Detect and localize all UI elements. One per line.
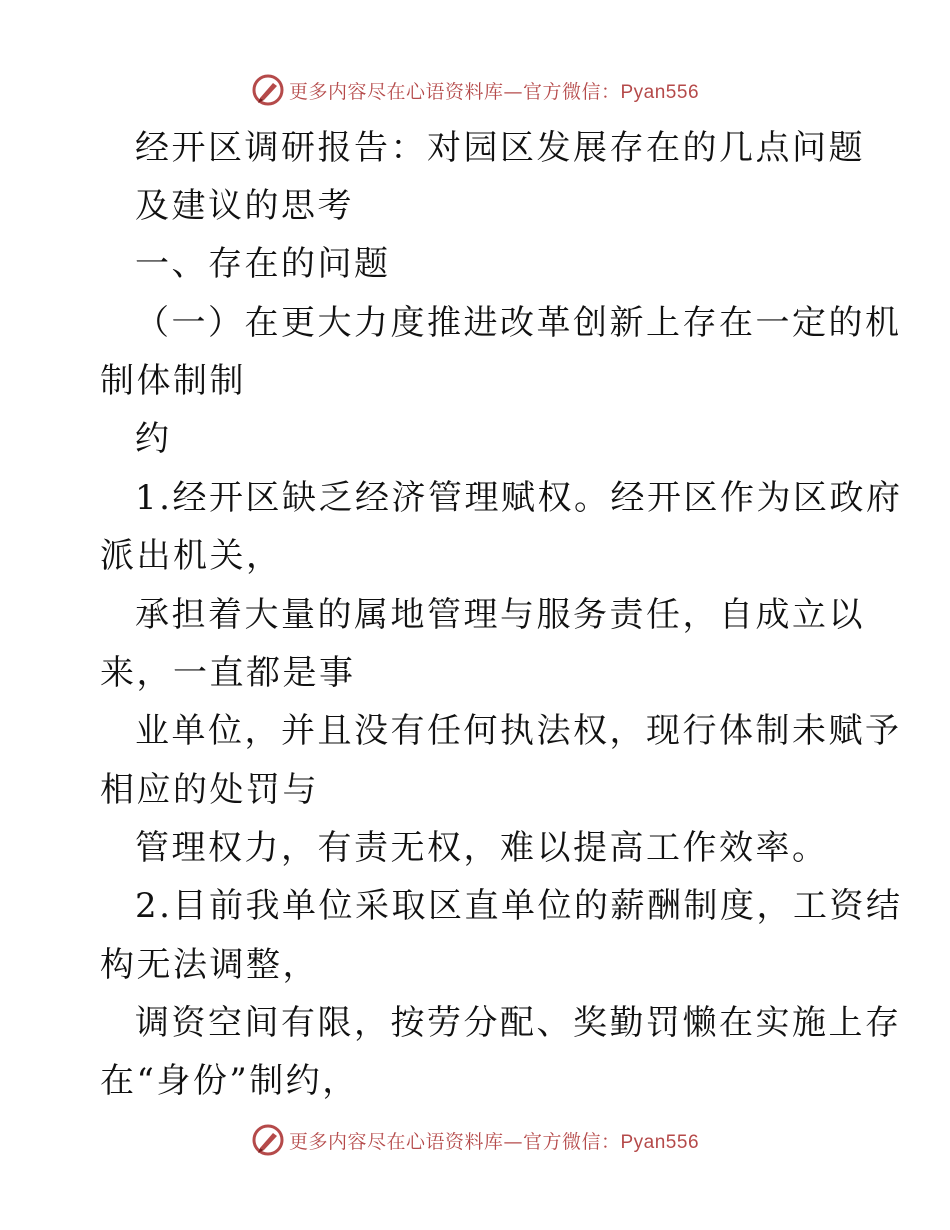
paragraph-line: 管理权力，有责无权，难以提高工作效率。 (135, 828, 829, 868)
paragraph-line: 1.经开区缺乏经济管理赋权。经开区作为区政府 (135, 478, 903, 518)
footer-watermark-banner (0, 1120, 950, 1160)
paragraph-line: 相应的处罚与 (100, 770, 319, 810)
paragraph-line: 业单位，并且没有任何执法权，现行体制未赋予 (135, 711, 902, 751)
subsection-heading-line-1: （一）在更大力度推进改革创新上存在一定的机 (135, 303, 902, 343)
subsection-heading-line-2: 制体制制 (100, 361, 246, 401)
section-heading: 一、存在的问题 (135, 244, 391, 284)
paragraph-line: 来，一直都是事 (100, 653, 356, 693)
paragraph-line: 承担着大量的属地管理与服务责任，自成立以 (135, 595, 865, 635)
document-title-line-1: 经开区调研报告：对园区发展存在的几点问题 (135, 128, 865, 168)
paragraph-line: 构无法调整， (100, 945, 319, 985)
subsection-heading-line-3: 约 (135, 419, 172, 459)
paragraph-line: 2.目前我单位采取区直单位的薪酬制度，工资结 (135, 886, 903, 926)
pen-logo-icon (251, 1123, 285, 1157)
paragraph-line: 派出机关， (100, 536, 283, 576)
header-watermark-banner (0, 70, 950, 110)
paragraph-line: 在“身份”制约， (100, 1061, 359, 1101)
document-title-line-2: 及建议的思考 (135, 186, 354, 226)
banner-text: 更多内容尽在心语资料库—官方微信：Pyan556 (288, 80, 700, 103)
banner-text: 更多内容尽在心语资料库—官方微信：Pyan556 (288, 1130, 700, 1153)
paragraph-line: 调资空间有限，按劳分配、奖勤罚懒在实施上存 (135, 1003, 902, 1043)
pen-logo-icon (251, 73, 285, 107)
banner-wechat-id: Pyan556 (620, 81, 700, 103)
banner-wechat-id: Pyan556 (620, 1131, 700, 1153)
